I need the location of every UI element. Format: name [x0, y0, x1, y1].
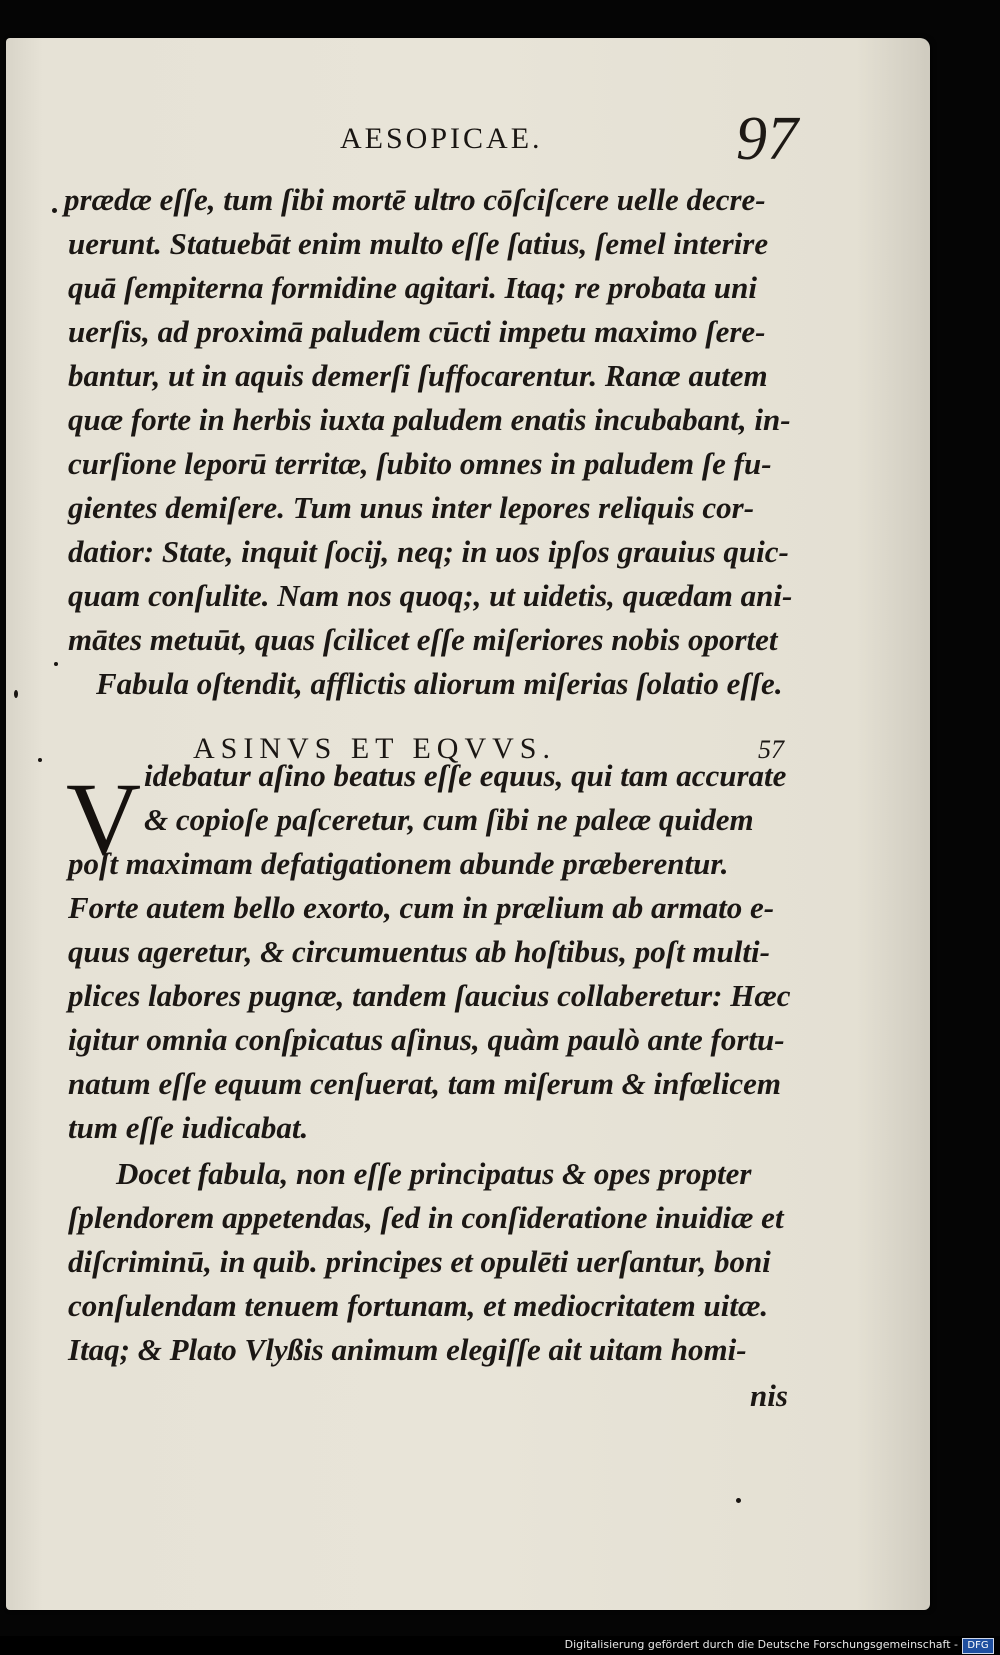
ink-speck [38, 758, 42, 762]
text-line: quus ageretur, & circumuentus ab hoſtibus, poſt multi- [68, 934, 770, 969]
text-line: poſt maximam defatigationem abunde præberentur. [68, 846, 729, 881]
text-line: uerunt. Statuebāt enim multo eſſe ſatius, ſemel interire [68, 226, 769, 261]
text-line: prædæ eſſe, tum ſibi mortē ultro cōſciſcere uelle decre- [64, 182, 766, 217]
drop-cap-initial: V [66, 762, 142, 877]
footer-credit: Digitalisierung gefördert durch die Deutsche Forschungsgemeinschaft - [564, 1638, 958, 1651]
text-line: gientes demiſere. Tum unus inter lepores reliquis cor- [68, 490, 755, 525]
running-head: AESOPICAE. [340, 122, 543, 155]
ink-speck [54, 662, 58, 666]
text-line: Forte autem bello exorto, cum in prælium ab armato e- [68, 890, 775, 925]
ink-speck [14, 690, 18, 698]
text-line: conſulendam tenuem fortunam, et mediocritatem uitæ. [68, 1288, 769, 1323]
text-line: uerſis, ad proximā paludem cūcti impetu maximo ſere- [68, 314, 766, 349]
text-line: natum eſſe equum cenſuerat, tam miſerum & infœlicem [68, 1066, 781, 1101]
text-line: & copioſe paſceretur, cum ſibi ne paleæ quidem [144, 802, 754, 837]
moral-line: Fabula oſtendit, afflictis aliorum miſerias ſolatio eſſe. [96, 666, 783, 701]
text-line: quā ſempiterna formidine agitari. Itaq; re probata uni [68, 270, 757, 305]
dfg-logo: DFG [962, 1638, 994, 1654]
text-line: curſione leporū territæ, ſubito omnes in paludem ſe fu- [68, 446, 772, 481]
ink-speck [52, 208, 57, 213]
text-line: mātes metuūt, quas ſcilicet eſſe miſeriores nobis oportet [68, 622, 778, 657]
text-line: Itaq; & Plato Vlyßis animum elegiſſe ait uitam homi- [68, 1332, 747, 1367]
ink-speck [736, 1498, 741, 1503]
fable-title: ASINVS ET EQVVS. [193, 732, 556, 765]
text-line: diſcriminū, in quib. principes et opulēti uerſantur, boni [68, 1244, 771, 1279]
text-line: igitur omnia conſpicatus aſinus, quàm paulò ante fortu- [68, 1022, 785, 1057]
text-line: idebatur aſino beatus eſſe equus, qui tam accurate [144, 758, 787, 793]
text-line: datior: State, inquit ſocij, neq; in uos ipſos grauius quic- [68, 534, 789, 569]
page-number: 97 [736, 105, 798, 173]
text-line: quæ forte in herbis iuxta paludem enatis incubabant, in- [68, 402, 791, 437]
text-line: quam conſulite. Nam nos quoq;, ut uidetis, quædam ani- [68, 578, 793, 613]
moral-line: Docet fabula, non eſſe principatus & opes propter [116, 1156, 752, 1191]
text-line: tum eſſe iudicabat. [68, 1110, 309, 1145]
text-line: ſplendorem appetendas, ſed in conſideratione inuidiæ et [68, 1200, 784, 1235]
text-line: plices labores pugnæ, tandem ſaucius collaberetur: Hæc [68, 978, 791, 1013]
text-line: bantur, ut in aquis demerſi ſuffocarentur. Ranæ autem [68, 358, 768, 393]
fable-number: 57 [758, 735, 784, 764]
catchword: nis [750, 1378, 788, 1413]
